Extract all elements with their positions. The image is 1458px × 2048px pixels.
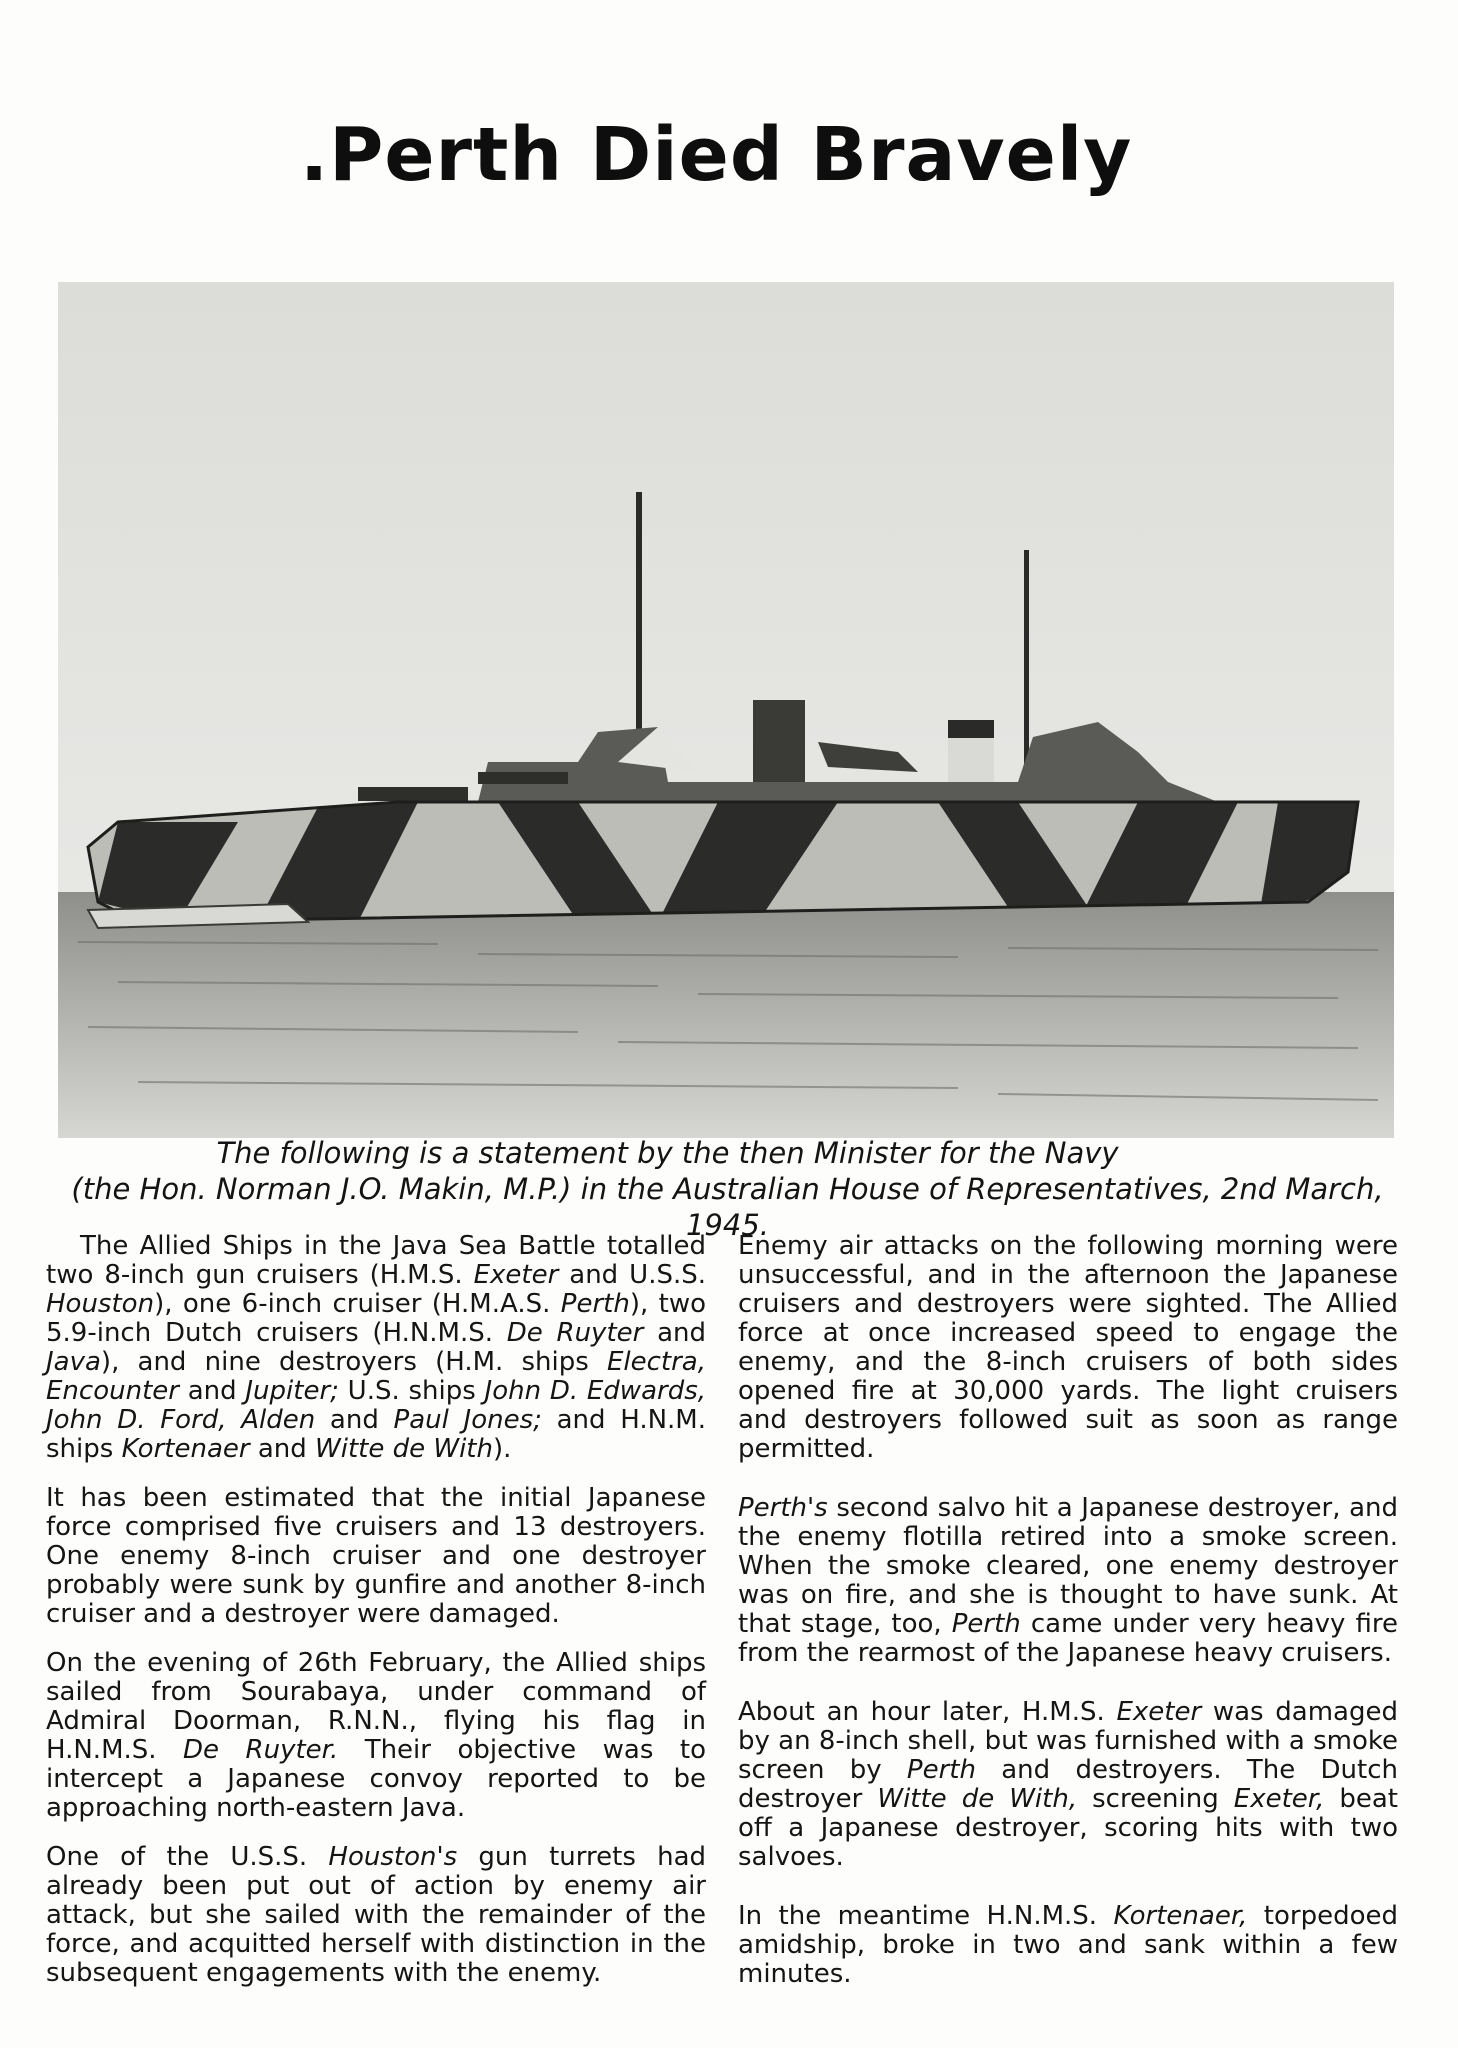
text-run: U.S. ships: [338, 1376, 485, 1406]
text-run: gun turrets had already been put out of action by enemy air attack, but she sailed with the remainder of the force, and acquitted herself with distinction in the subsequent engagements with the enemy.: [46, 1842, 707, 1988]
text-run: ), one 6-inch cruiser (H.M.A.S.: [154, 1289, 561, 1319]
text-run: screening: [1077, 1784, 1234, 1814]
text-run: was damaged by an 8-inch shell, but was furnished with a smoke screen by: [738, 1697, 1398, 1785]
body-paragraph: [738, 1232, 1398, 1464]
body-paragraph: [738, 1698, 1398, 1872]
text-run: In the meantime H.N.M.S.: [738, 1901, 1114, 1931]
body-paragraph: [46, 1484, 706, 1629]
body-paragraph: [738, 1902, 1398, 1989]
text-run: ).: [492, 1434, 512, 1464]
warship-photo: [58, 282, 1394, 1138]
caption-line-1: The following is a statement by the then Minister for the Navy: [216, 1136, 1119, 1170]
ship-name: Exeter: [473, 1260, 559, 1290]
left-column: [46, 1232, 706, 2008]
ship-name: Perth's: [738, 1493, 828, 1523]
text-run: The Allied Ships in the Java Sea Battle totalled two 8-inch gun cruisers (H.M.S.: [46, 1231, 706, 1290]
ship-name: Paul Jones;: [393, 1405, 542, 1435]
ship-name: Kortenaer,: [1113, 1901, 1248, 1931]
ship-name: Perth: [560, 1289, 630, 1319]
ship-name: De Ruyter: [506, 1318, 644, 1348]
text-run: Their objective was to intercept a Japanese convoy reported to be approaching north-eastern Java.: [46, 1735, 706, 1823]
body-paragraph: [46, 1843, 706, 1988]
text-run: About an hour later, H.M.S.: [738, 1697, 1117, 1727]
text-run: and U.S.S.: [558, 1260, 706, 1290]
photo-caption: [50, 1135, 1405, 1243]
ship-name: John D. Edwards, John D. Ford, Alden: [46, 1376, 707, 1435]
ship-name: Witte de With: [315, 1434, 493, 1464]
text-run: second salvo hit a Japanese destroyer, and the enemy flotilla retired into a smoke screen. When the smoke cleared, one enemy destroyer was on fire, and she is thought to have sunk. At that stage, too,: [738, 1493, 1398, 1639]
text-run: and: [315, 1405, 394, 1435]
text-run: ), two 5.9-inch Dutch cruisers (H.N.M.S.: [46, 1289, 706, 1348]
text-run: and: [249, 1434, 316, 1464]
ship-name: Perth: [951, 1609, 1021, 1639]
text-run: On the evening of 26th February, the Allied ships sailed from Sourabaya, under command of Admiral Doorman, R.N.N., flying his flag in H.N.M.S.: [46, 1648, 706, 1765]
ship-name: Witte de With,: [877, 1784, 1078, 1814]
text-run: and: [178, 1376, 246, 1406]
ship-name: Houston: [46, 1289, 155, 1319]
page-title: .Perth Died Bravely: [300, 112, 1133, 198]
text-run: One of the U.S.S.: [46, 1842, 329, 1872]
ship-name: Electra, Encounter: [46, 1347, 706, 1406]
text-run: It has been estimated that the initial Japanese force comprised five cruisers and 13 destroyers. One enemy 8-inch cruiser and one destroyer probably were sunk by gunfire and another 8-inch cruiser and a destroyer were damaged.: [46, 1483, 706, 1629]
ship-name: Exeter: [1116, 1697, 1202, 1727]
right-column: [738, 1232, 1398, 2019]
text-run: ), and nine destroyers (H.M. ships: [100, 1347, 607, 1377]
text-run: and destroyers. The Dutch destroyer: [738, 1755, 1398, 1814]
ship-name: Perth: [906, 1755, 976, 1785]
ship-name: Java: [46, 1347, 101, 1377]
body-paragraph: [46, 1232, 706, 1464]
ship-name: Kortenaer: [121, 1434, 250, 1464]
text-run: and H.N.M. ships: [46, 1405, 707, 1464]
ship-name: De Ruyter.: [183, 1735, 339, 1765]
text-run: and: [643, 1318, 706, 1348]
ship-name: Exeter,: [1233, 1784, 1325, 1814]
ship-name: Houston's: [328, 1842, 458, 1872]
caption-line-2: (the Hon. Norman J.O. Makin, M.P.) in the Australian House of Representatives, 2nd March, 1945.: [71, 1172, 1384, 1242]
warship-illustration: [58, 282, 1394, 1138]
text-run: torpedoed amidship, broke in two and sank within a few minutes.: [738, 1901, 1399, 1989]
text-run: Enemy air attacks on the following morning were unsuccessful, and in the afternoon the Japanese cruisers and destroyers were sighted. The Allied force at once increased speed to engage the enemy, and the 8-inch cruisers of both sides opened fire at 30,000 yards. The light cruisers and destroyers followed suit as soon as range permitted.: [738, 1231, 1398, 1464]
text-run: beat off a Japanese destroyer, scoring hits with two salvoes.: [738, 1784, 1398, 1872]
text-run: came under very heavy fire from the rearmost of the Japanese heavy cruisers.: [738, 1609, 1399, 1668]
body-paragraph: [738, 1494, 1398, 1668]
ship-name: Jupiter;: [245, 1376, 339, 1406]
body-paragraph: [46, 1649, 706, 1823]
